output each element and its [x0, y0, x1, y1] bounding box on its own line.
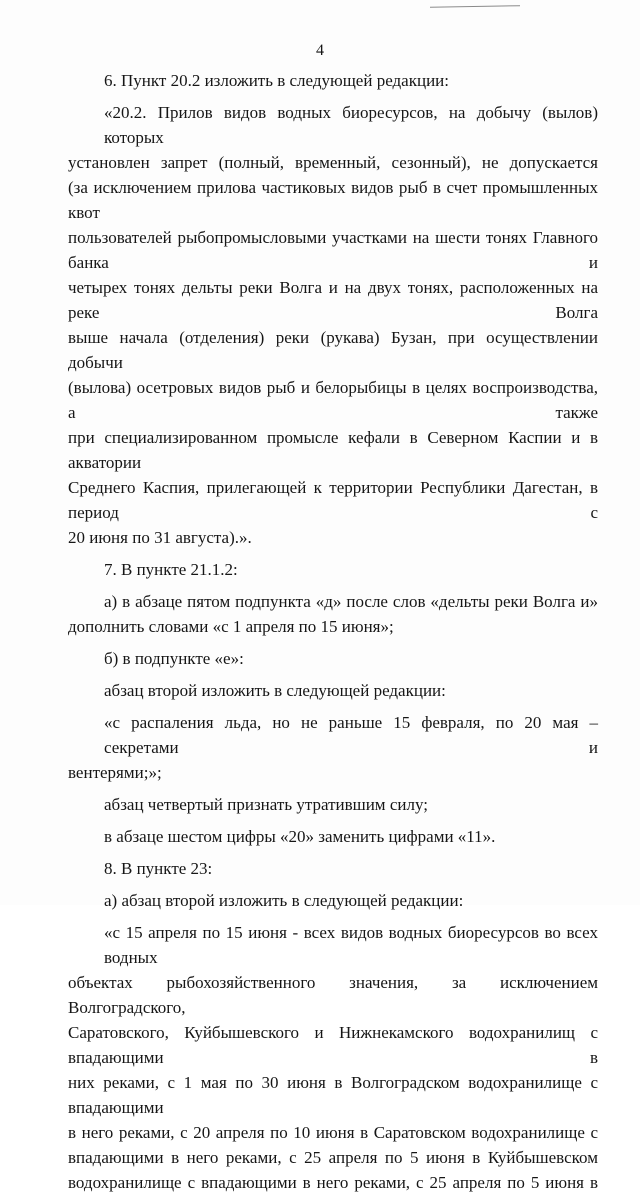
text-line: впадающими в него реками, с 25 апреля по 5 июня в Куйбышевском	[68, 1148, 598, 1167]
text-line: «20.2. Прилов видов водных биоресурсов, на добычу (вылов) которых	[104, 103, 598, 147]
text-line: а) абзац второй изложить в следующей редакции:	[104, 891, 464, 910]
text-line: в абзаце шестом цифры «20» заменить цифрами «11».	[104, 827, 496, 846]
text-line: абзац четвертый признать утратившим силу;	[104, 795, 428, 814]
text-line: б) в подпункте «е»:	[104, 649, 244, 668]
text-line: выше начала (отделения) реки (рукава) Бузан, при осуществлении добычи	[68, 328, 598, 372]
paragraph-item-8-heading	[68, 856, 598, 881]
page-number: 4	[316, 42, 324, 59]
paragraph-item-8-a-quote	[68, 920, 598, 1195]
text-line: объектах рыбохозяйственного значения, за исключением Волгоградского,	[68, 973, 598, 1017]
paragraph-item-7-b-2	[68, 792, 598, 817]
text-line: «с 15 апреля по 15 июня - всех видов водных биоресурсов во всех водных	[104, 923, 598, 967]
paragraph-item-7-b-3	[68, 824, 598, 849]
text-line: водохранилище с впадающими в него реками, с 25 апреля по 5 июня в	[68, 1173, 598, 1192]
document-body	[68, 68, 598, 1195]
text-line: Саратовского, Куйбышевского и Нижнекамского водохранилищ с впадающими в	[68, 1023, 598, 1067]
text-line: «с распаления льда, но не раньше 15 февраля, по 20 мая – секретами и	[104, 713, 598, 757]
text-line: 8. В пункте 23:	[104, 859, 213, 878]
text-line: вентерями;»;	[68, 763, 162, 782]
paragraph-quote-20-2	[68, 100, 598, 550]
text-line: 6. Пункт 20.2 изложить в следующей редакции:	[104, 71, 449, 90]
text-line: них реками, с 1 мая по 30 июня в Волгоградском водохранилище с впадающими	[68, 1073, 598, 1117]
paragraph-item-7-heading	[68, 557, 598, 582]
text-line: четырех тонях дельты реки Волга и на двух тонях, расположенных на реке Волга	[68, 278, 598, 322]
text-line: дополнить словами «с 1 апреля по 15 июня»;	[68, 617, 394, 636]
text-line: а) в абзаце пятом подпункта «д» после слов «дельты реки Волга и»	[104, 592, 598, 611]
text-line: при специализированном промысле кефали в Северном Каспии и в акватории	[68, 428, 598, 472]
paragraph-item-7-b-quote	[68, 710, 598, 785]
text-line: пользователей рыбопромысловыми участками на шести тонях Главного банка и	[68, 228, 598, 272]
paragraph-item-6-heading	[68, 68, 598, 93]
text-line: установлен запрет (полный, временный, сезонный), не допускается	[68, 153, 598, 172]
text-line: Среднего Каспия, прилегающей к территории Республики Дагестан, в период с	[68, 478, 598, 522]
text-line: 20 июня по 31 августа).».	[68, 528, 252, 547]
text-line: в него реками, с 20 апреля по 10 июня в Саратовском водохранилище с	[68, 1123, 598, 1142]
text-line: абзац второй изложить в следующей редакции:	[104, 681, 446, 700]
text-line: 7. В пункте 21.1.2:	[104, 560, 238, 579]
scan-edge-line	[430, 5, 520, 8]
text-line: (за исключением прилова частиковых видов рыб в счет промышленных квот	[68, 178, 598, 222]
paragraph-item-7-a	[68, 589, 598, 639]
paragraph-item-7-b-1	[68, 678, 598, 703]
text-line: (вылова) осетровых видов рыб и белорыбицы в целях воспроизводства, а также	[68, 378, 598, 422]
paragraph-item-7-b	[68, 646, 598, 671]
paragraph-item-8-a	[68, 888, 598, 913]
